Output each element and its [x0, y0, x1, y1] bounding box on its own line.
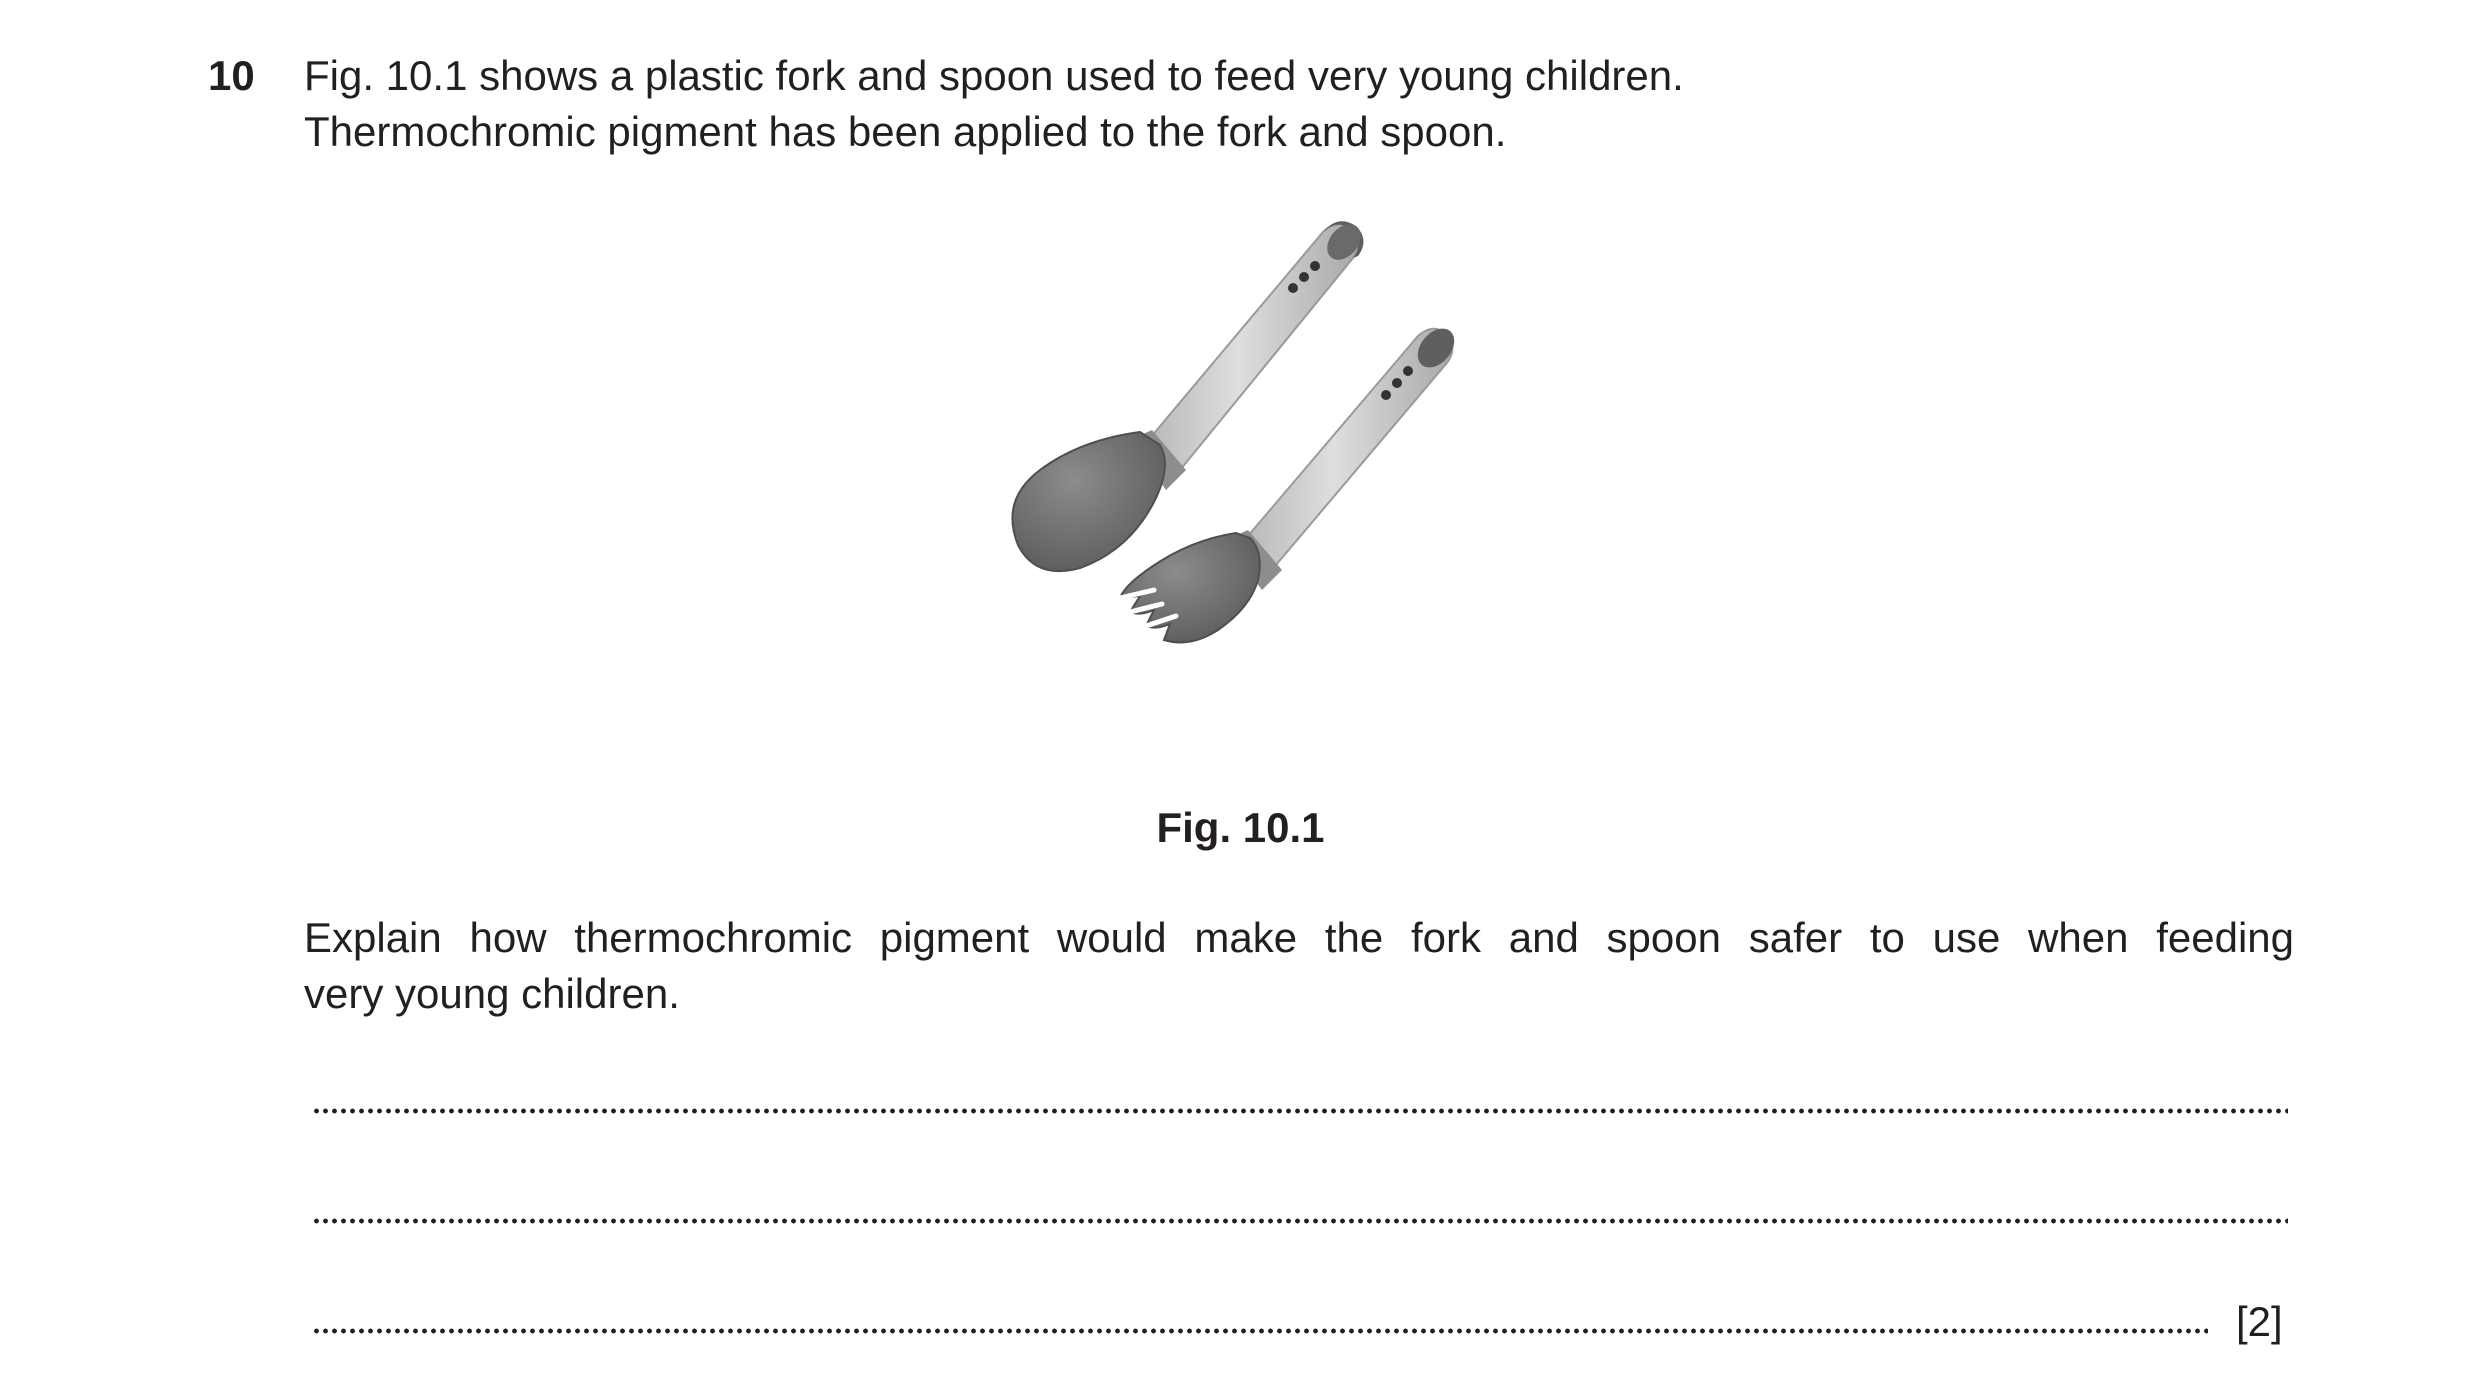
- intro-line-2: Thermochromic pigment has been applied to the fork and spoon.: [304, 108, 1507, 155]
- intro-line-1: Fig. 10.1 shows a plastic fork and spoon used to feed very young children.: [304, 52, 1684, 99]
- prompt-line-1: Explain how thermochromic pigment would make the fork and spoon safer to use when feeding: [304, 914, 2294, 961]
- marks-label: [2]: [2236, 1298, 2283, 1345]
- answer-line-1[interactable]: [312, 1106, 2288, 1116]
- fork-and-spoon-figure: [940, 200, 1560, 740]
- question-prompt: [304, 910, 2294, 1022]
- prompt-line-2: very young children.: [304, 970, 680, 1017]
- answer-line-3[interactable]: [312, 1326, 2208, 1336]
- question-intro: [304, 48, 1684, 160]
- figure-caption: Fig. 10.1: [1156, 804, 1325, 851]
- question-number: 10: [208, 52, 255, 99]
- answer-line-2[interactable]: [312, 1216, 2288, 1226]
